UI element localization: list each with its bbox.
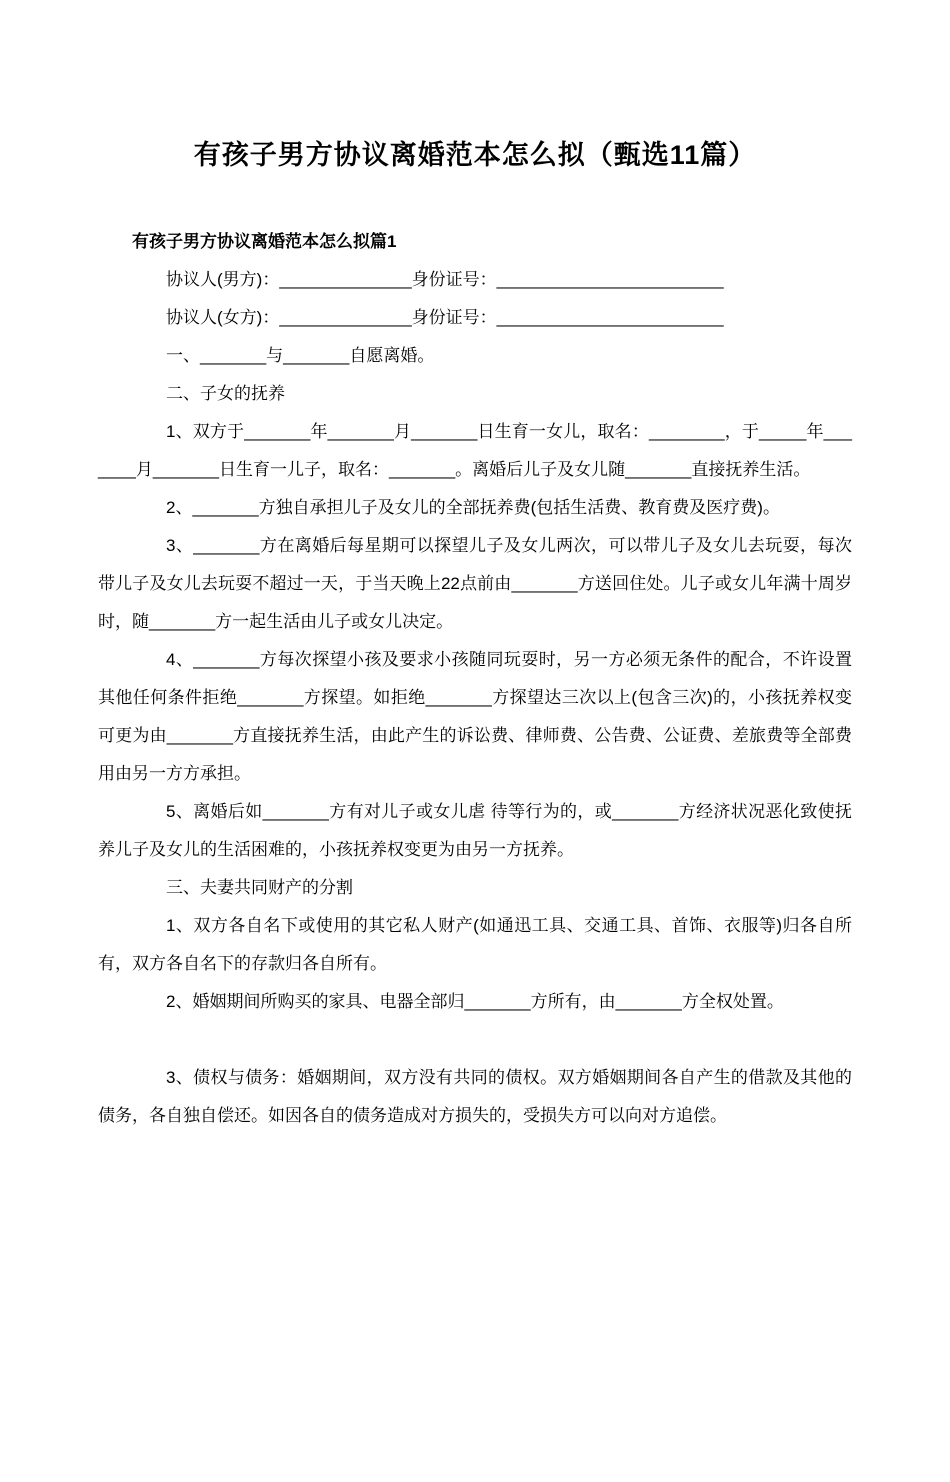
- paragraph-clause-2-item-3: 3、_______方在离婚后每星期可以探望儿子及女儿两次，可以带儿子及女儿去玩耍，每次带儿子及女儿去玩耍不超过一天，于当天晚上22点前由_______方送回住处。儿子或女儿年满十周岁时，随_______方一起生活由儿子或女儿决定。: [98, 536, 852, 632]
- paragraph-clause-3-heading: 三、夫妻共同财产的分割: [166, 878, 353, 898]
- document-page: [0, 138, 950, 1482]
- document-title: 有孩子男方协议离婚范本怎么拟（甄选11篇）: [193, 140, 757, 170]
- paragraph-clause-1: 一、_______与_______自愿离婚。: [166, 346, 435, 366]
- document-subtitle: 有孩子男方协议离婚范本怎么拟篇1: [132, 232, 397, 252]
- paragraph-party-male: 协议人(男方)：______________身份证号：________________________: [166, 270, 724, 290]
- paragraph-clause-2-heading: 二、子女的抚养: [166, 384, 285, 404]
- paragraph-clause-2-item-4: 4、_______方每次探望小孩及要求小孩随同玩耍时，另一方必须无条件的配合，不许设置其他任何条件拒绝_______方探望。如拒绝_______方探望达三次以上(包含三次)的，小孩抚养权变可更为由_______方直接抚养生活，由此产生的诉讼费、律师费、公告费、公证费、差旅费等全部费用由另一方方承担。: [98, 650, 852, 784]
- paragraph-clause-2-item-2: 2、_______方独自承担儿子及女儿的全部抚养费(包括生活费、教育费及医疗费)。: [166, 498, 780, 518]
- paragraph-clause-2-item-5: 5、离婚后如_______方有对儿子或女儿虐 待等行为的，或_______方经济状况恶化致使抚养儿子及女儿的生活困难的，小孩抚养权变更为由另一方抚养。: [98, 802, 852, 860]
- paragraph-clause-2-item-1: 1、双方于_______年_______月_______日生育一女儿，取名：________，于_____年_______月_______日生育一儿子，取名：_______。离婚后儿子及女儿随_______直接抚养生活。: [98, 422, 852, 480]
- paragraph-party-female: 协议人(女方)：______________身份证号：________________________: [166, 308, 724, 328]
- paragraph-clause-3-item-1: 1、双方各自名下或使用的其它私人财产(如通迅工具、交通工具、首饰、衣服等)归各自所有，双方各自名下的存款归各自所有。: [98, 916, 852, 974]
- paragraph-clause-3-item-3: 3、债权与债务：婚姻期间，双方没有共同的债权。双方婚姻期间各自产生的借款及其他的债务，各自独自偿还。如因各自的债务造成对方损失的，受损失方可以向对方追偿。: [98, 1068, 852, 1126]
- paragraph-clause-3-item-2: 2、婚姻期间所购买的家具、电器全部归_______方所有，由_______方全权处置。: [166, 992, 784, 1012]
